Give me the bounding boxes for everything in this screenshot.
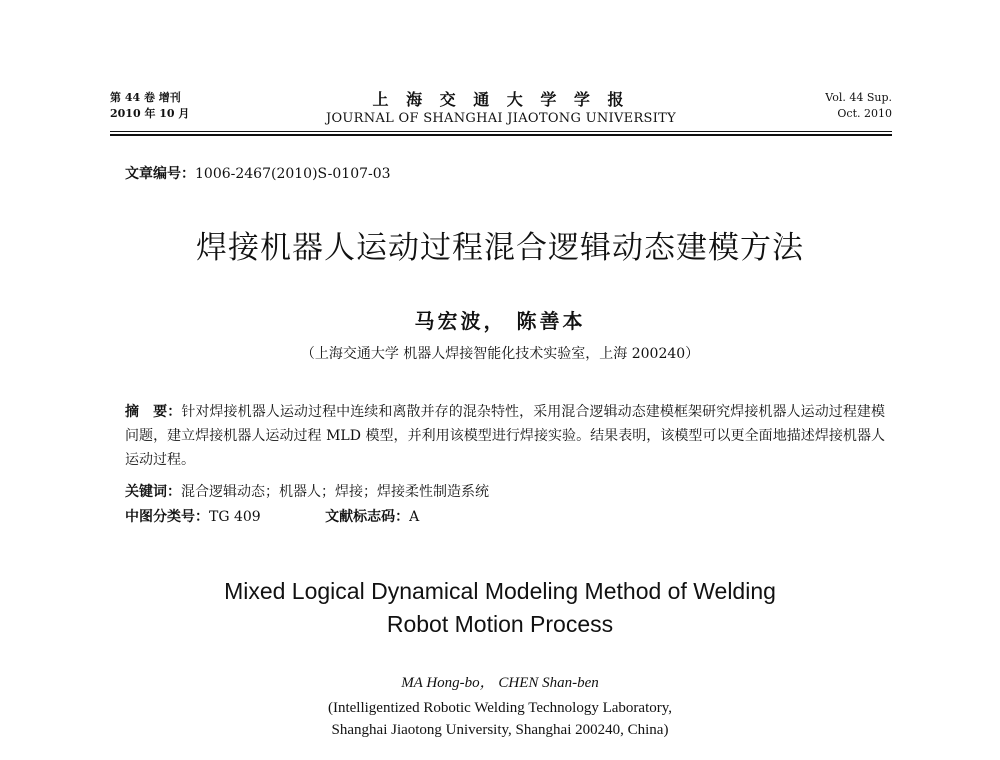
keywords-cn bbox=[125, 482, 489, 502]
authors-en: MA Hong-bo， CHEN Shan-ben bbox=[401, 675, 599, 691]
abstract-text: 针对焊接机器人运动过程中连续和离散并存的混杂特性，采用混合逻辑动态建模框架研究焊接机器人运动过程建模问题，建立焊接机器人运动过程 MLD 模型，并利用该模型进行焊接实验。结果表明，该模型可以更全面地描述焊接机器人运动过程。 bbox=[125, 404, 886, 468]
journal-name-cn: 上 海 交 通 大 学 学 报 bbox=[372, 90, 630, 109]
header-center bbox=[110, 90, 892, 128]
header-right bbox=[825, 90, 892, 122]
doc-code-label: 文献标志码： bbox=[325, 509, 410, 525]
volume-en: Vol. 44 Sup. bbox=[825, 91, 892, 104]
affiliation-en-line1: (Intelligentized Robotic Welding Technology Laboratory, bbox=[327, 700, 673, 716]
article-number-label: 文章编号： bbox=[125, 166, 195, 182]
date-en: Oct. 2010 bbox=[837, 107, 892, 120]
clc-value: TG 409 bbox=[209, 509, 261, 525]
affiliation-en bbox=[0, 697, 1000, 741]
date-cn: 2010 年 10 月 bbox=[110, 107, 190, 120]
title-en-line1: Mixed Logical Dynamical Modeling Method of Welding bbox=[224, 578, 776, 604]
abstract-label: 摘 要： bbox=[125, 404, 182, 420]
keywords-label: 关键词： bbox=[125, 484, 181, 500]
title-cn: 焊接机器人运动过程混合逻辑动态建模方法 bbox=[196, 230, 804, 266]
doc-code-value: A bbox=[409, 509, 420, 525]
volume-cn: 第 44 卷 增刊 bbox=[110, 91, 181, 104]
journal-header bbox=[110, 90, 892, 130]
affiliation-cn: （上海交通大学 机器人焊接智能化技术实验室，上海 200240） bbox=[300, 346, 700, 362]
article-number-value: 1006-2467(2010)S-0107-03 bbox=[195, 166, 391, 182]
title-en-line2: Robot Motion Process bbox=[386, 611, 614, 637]
header-rule-thin bbox=[110, 131, 892, 132]
clc-label: 中图分类号： bbox=[125, 509, 209, 525]
article-number bbox=[125, 163, 391, 183]
authors-cn: 马宏波， 陈善本 bbox=[414, 309, 586, 333]
header-rule-thick bbox=[110, 134, 892, 136]
keywords-text: 混合逻辑动态；机器人；焊接；焊接柔性制造系统 bbox=[181, 484, 489, 500]
title-en bbox=[100, 575, 900, 641]
journal-name-en: JOURNAL OF SHANGHAI JIAOTONG UNIVERSITY bbox=[325, 111, 677, 126]
affiliation-en-line2: Shanghai Jiaotong University, Shanghai 200240, China) bbox=[331, 722, 669, 738]
abstract-cn bbox=[125, 400, 885, 472]
classification bbox=[125, 507, 419, 527]
